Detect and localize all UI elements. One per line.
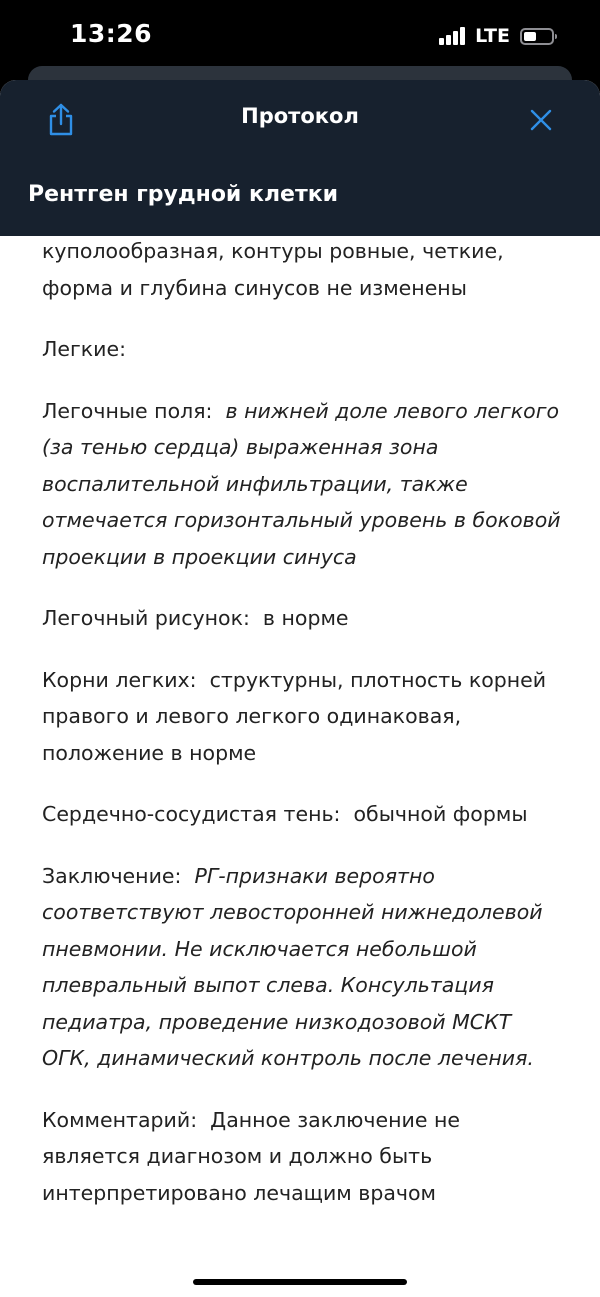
- status-bar: [0, 0, 600, 70]
- comment-value: Данное заключение не является диагнозом и должно быть интерпретировано лечащим врачом: [42, 1107, 461, 1205]
- battery-icon: [520, 28, 554, 45]
- sheet-header: [0, 80, 600, 236]
- report-lung-pattern: [42, 600, 562, 637]
- sheet-title: Протокол: [241, 104, 359, 128]
- status-indicators: [439, 24, 554, 48]
- lung-fields-label: Легочные поля:: [42, 398, 213, 423]
- report-lung-roots: [42, 662, 562, 772]
- network-type-label: LTE: [475, 25, 510, 47]
- report-lung-fields: [42, 393, 562, 576]
- lung-roots-label: Корни легких:: [42, 667, 197, 692]
- conclusion-value: РГ-признаки вероятно соответствуют левосторонней нижнедолевой пневмонии. Не исключается небольшой плевральный выпот слева. Консультация педиатра, проведение низкодозовой МСКТ ОГК, динамический контроль после лечения.: [42, 863, 543, 1070]
- study-title: Рентген грудной клетки: [28, 182, 339, 207]
- status-time: 13:26: [70, 19, 153, 48]
- report-lungs-heading: Легкие:: [42, 337, 127, 361]
- battery-level-fill: [524, 32, 536, 41]
- lung-pattern-label: Легочный рисунок:: [42, 606, 250, 630]
- lung-roots-value: структурны, плотность корней правого и левого легкого одинаковая, положение в норме: [42, 667, 547, 765]
- home-indicator[interactable]: [193, 1279, 407, 1285]
- report-diaphragm-tail: куполообразная, контуры ровные, четкие, форма и глубина синусов не изменены: [42, 239, 504, 300]
- report-content: [42, 233, 562, 1236]
- cellular-signal-icon: [439, 27, 467, 45]
- close-icon: [526, 105, 556, 135]
- report-conclusion: [42, 858, 562, 1077]
- cardiovascular-shadow-label: Сердечно-сосудистая тень:: [42, 802, 341, 826]
- lung-fields-value: в нижней доле левого легкого (за тенью сердца) выраженная зона воспалительной инфильтрации, также отмечается горизонтальный уровень в боковой проекции в проекции синуса: [42, 398, 561, 569]
- report-cardiovascular-shadow: [42, 796, 562, 833]
- conclusion-label: Заключение:: [42, 863, 182, 888]
- close-button[interactable]: [526, 105, 556, 135]
- protocol-sheet: [0, 80, 600, 1297]
- report-comment: [42, 1102, 562, 1212]
- comment-label: Комментарий:: [42, 1107, 198, 1132]
- cardiovascular-shadow-value: обычной формы: [353, 802, 528, 826]
- lung-pattern-value: в норме: [262, 606, 349, 630]
